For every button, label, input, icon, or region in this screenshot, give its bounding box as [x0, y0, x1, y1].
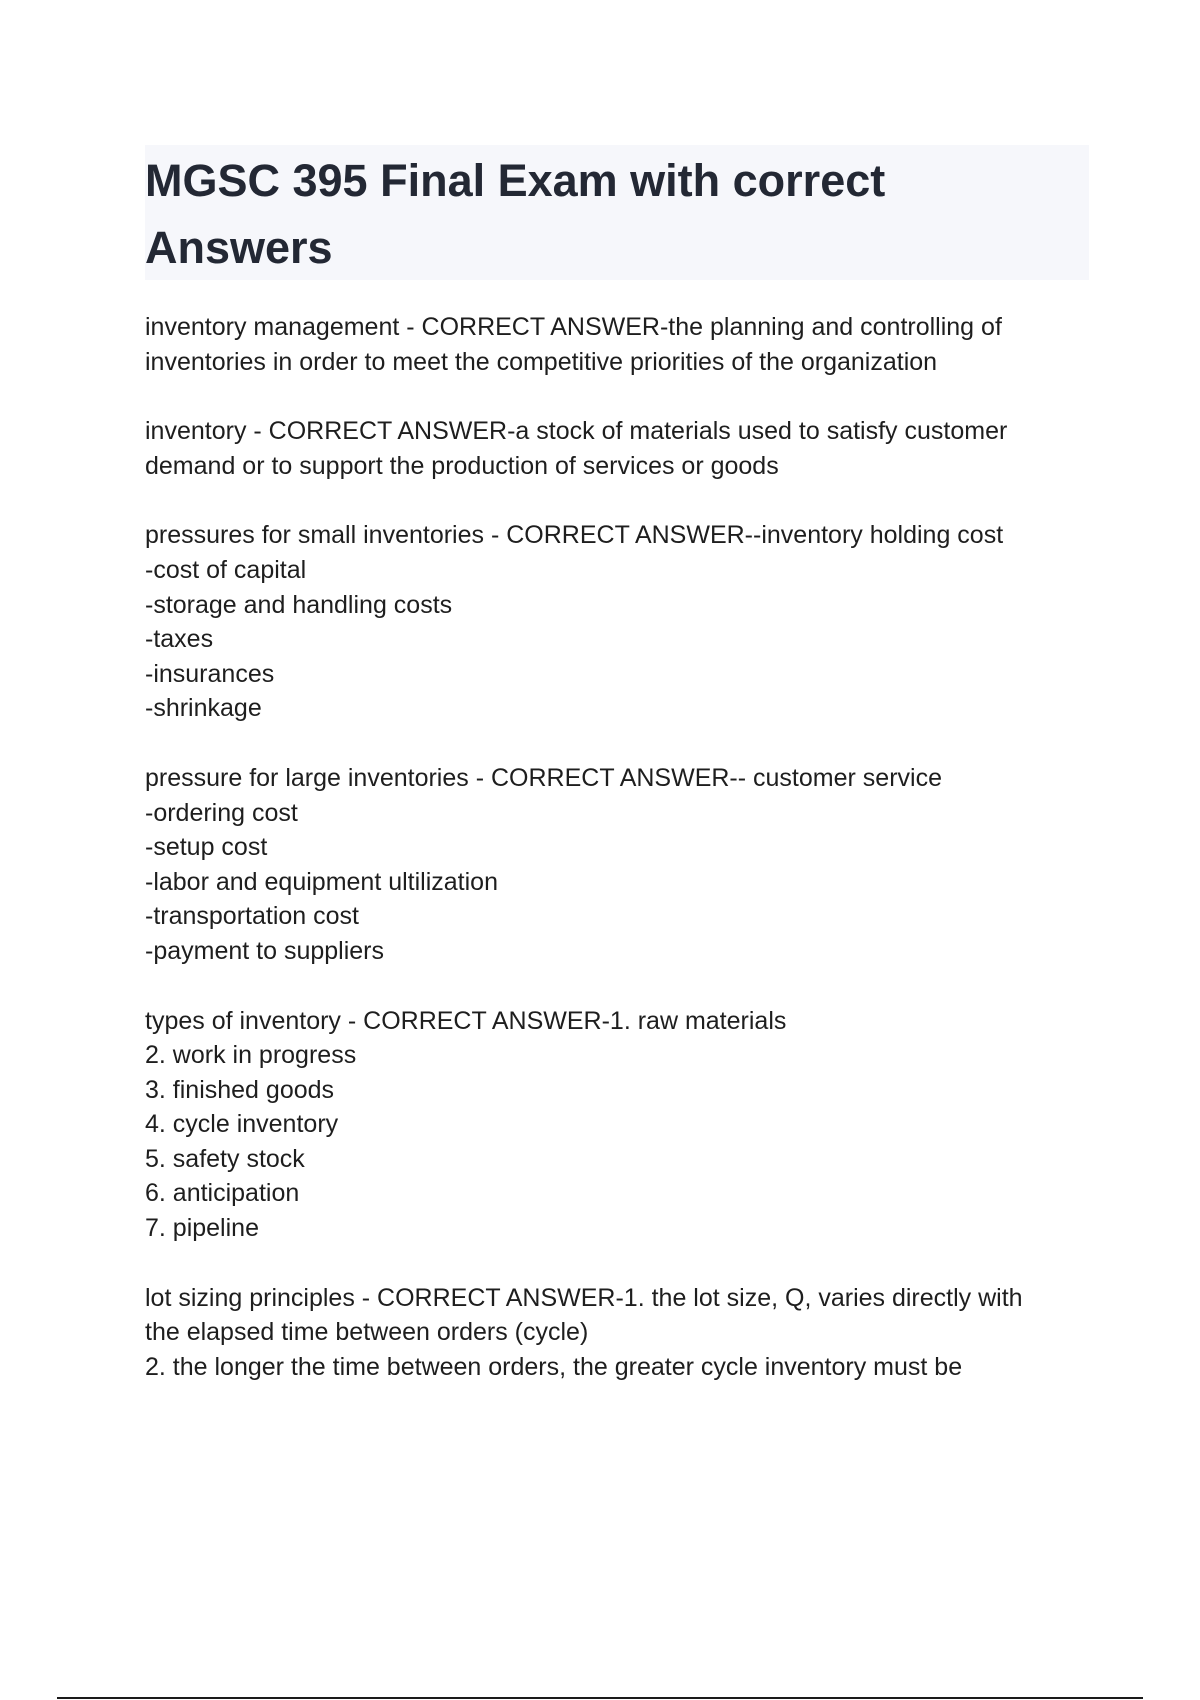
text-line: 3. finished goods [145, 1075, 335, 1104]
text-line: 5. safety stock [145, 1144, 305, 1173]
text-line: demand or to support the production of services or goods [145, 451, 779, 480]
text-line: 6. anticipation [145, 1179, 300, 1208]
title-line: Answers [145, 222, 333, 273]
qa-entry-pressures-small-inventories [145, 518, 1105, 726]
qa-entry-inventory-management [145, 310, 1105, 379]
qa-entry-types-of-inventory [145, 1004, 1105, 1246]
text-line: 4. cycle inventory [145, 1110, 339, 1139]
text-line: inventory - CORRECT ANSWER-a stock of materials used to satisfy customer [145, 417, 1008, 446]
text-line: inventories in order to meet the competitive priorities of the organization [145, 347, 938, 376]
qa-entry-inventory [145, 414, 1105, 483]
qa-entry-lot-sizing-principles [145, 1281, 1105, 1385]
text-line: -insurances [145, 659, 275, 688]
text-line: 2. work in progress [145, 1041, 357, 1070]
text-line: -labor and equipment ultilization [145, 867, 498, 896]
text-line: -shrinkage [145, 694, 262, 723]
text-line: -taxes [145, 625, 214, 654]
text-line: 2. the longer the time between orders, the greater cycle inventory must be [145, 1352, 963, 1381]
text-line: -transportation cost [145, 902, 359, 931]
text-line: lot sizing principles - CORRECT ANSWER-1. the lot size, Q, varies directly with [145, 1283, 1023, 1312]
text-line: pressure for large inventories - CORRECT ANSWER-- customer service [145, 763, 942, 792]
document-title [145, 145, 1089, 280]
text-line: -ordering cost [145, 798, 298, 827]
qa-entry-pressure-large-inventories [145, 761, 1105, 969]
text-line: -storage and handling costs [145, 590, 453, 619]
text-line: -cost of capital [145, 555, 307, 584]
text-line: types of inventory - CORRECT ANSWER-1. raw materials [145, 1006, 787, 1035]
title-line: MGSC 395 Final Exam with correct [145, 155, 886, 206]
text-line: -setup cost [145, 833, 268, 862]
text-line: -payment to suppliers [145, 936, 385, 965]
text-line: inventory management - CORRECT ANSWER-the planning and controlling of [145, 313, 1002, 341]
text-line: pressures for small inventories - CORRECT ANSWER--inventory holding cost [145, 521, 1004, 550]
text-line: the elapsed time between orders (cycle) [145, 1318, 589, 1347]
page-footer-divider [57, 1697, 1143, 1699]
document-body [145, 310, 1105, 1419]
text-line: 7. pipeline [145, 1214, 259, 1243]
